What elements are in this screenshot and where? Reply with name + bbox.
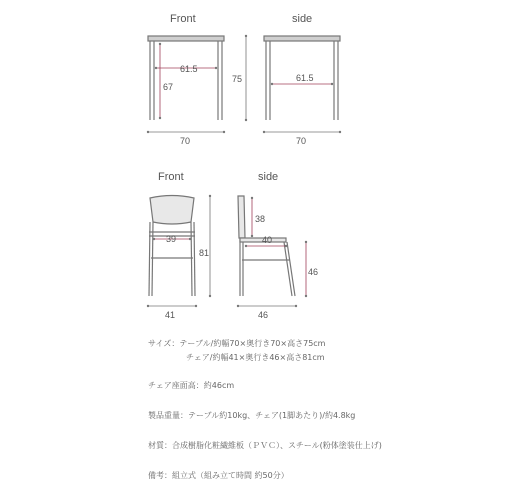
table-front-width: 70 (180, 136, 191, 146)
table-front-inner-width: 61.5 (180, 64, 198, 74)
table-side-label: side (292, 13, 313, 25)
table-side-height: 75 (232, 74, 243, 84)
chair-seat-depth: 40 (262, 235, 273, 245)
table-front-dims (156, 44, 216, 118)
chair-front-label: Front (158, 171, 184, 183)
table-front-label: Front (170, 13, 196, 25)
table-front-height: 67 (163, 82, 174, 92)
table-side-depth: 70 (296, 136, 307, 146)
chair-height: 81 (199, 248, 210, 258)
spec-note: 備考：組立式（組み立て時間 約50分） (148, 471, 289, 480)
spec-weight: 製品重量：テーブル約10kg、チェア(1脚あたり)/約4.8kg (148, 411, 356, 420)
table-side-inner-width: 61.5 (296, 73, 314, 83)
table-front-drawing (148, 36, 224, 120)
chair-seat-height: 46 (308, 267, 319, 277)
chair-width: 41 (165, 310, 176, 320)
chair-back-height: 38 (255, 214, 266, 224)
chair-side-dims (246, 198, 306, 296)
chair-seat-width: 39 (166, 234, 177, 244)
chair-depth: 46 (258, 310, 269, 320)
spec-material: 材質：合成樹脂化粧繊維板（ＰＶＣ）、スチール(粉体塗装仕上げ) (148, 441, 382, 450)
chair-front-drawing (149, 196, 195, 297)
table-side-dims (246, 36, 332, 120)
spec-seat-height: チェア座面高：約46cm (148, 381, 235, 390)
spec-size-line2: チェア/約幅41×奥行き46×高さ81cm (186, 353, 325, 362)
chair-side-label: side (258, 171, 279, 183)
spec-size-line1: サイズ：テーブル/約幅70×奥行き70×高さ75cm (148, 339, 326, 348)
